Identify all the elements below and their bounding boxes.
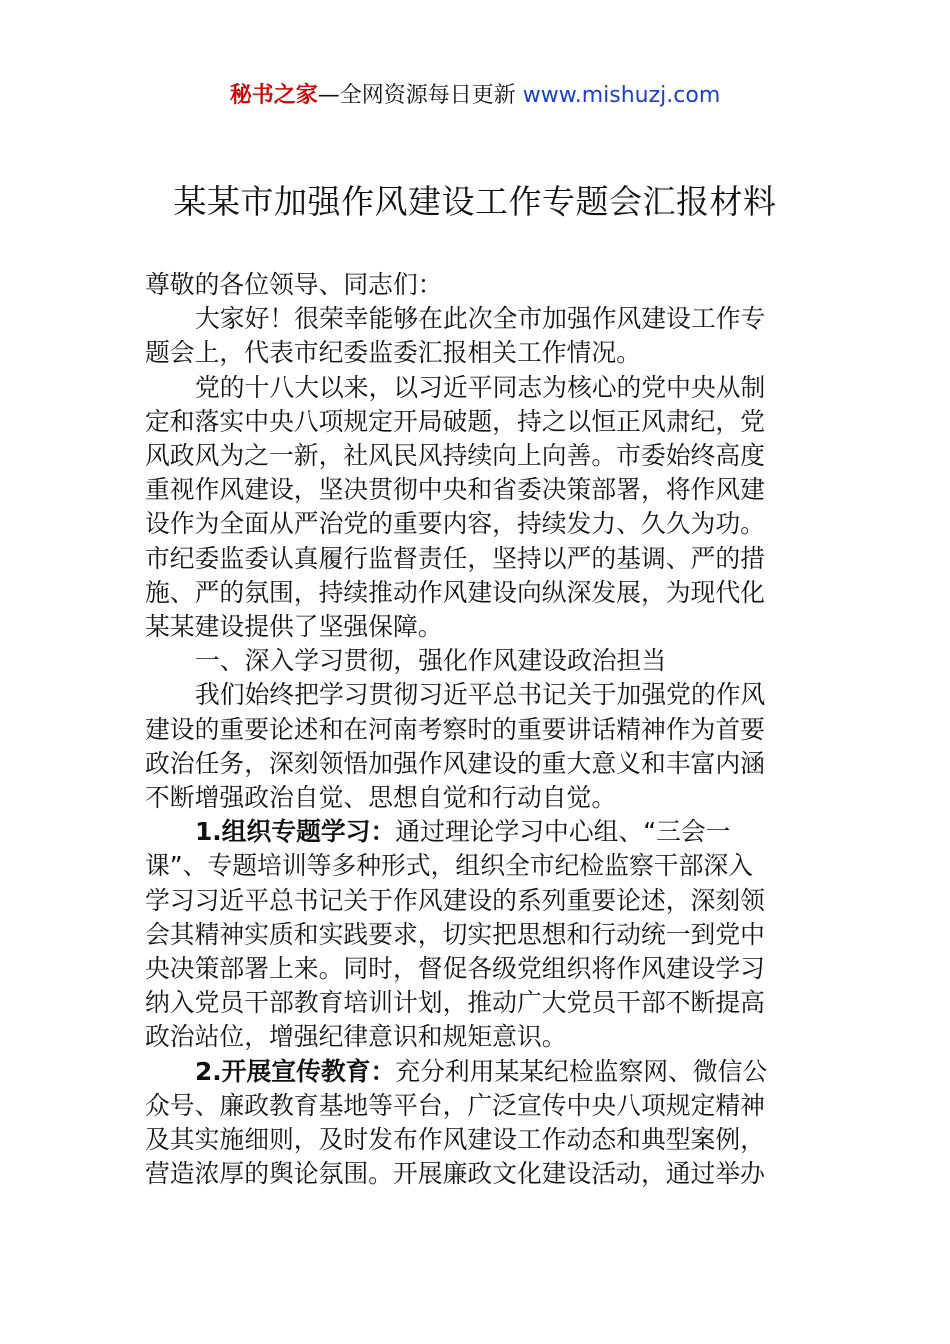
body-line <box>145 1123 810 1157</box>
body-line-text: 央决策部署上来。同时，督促各级党组织将作风建设学习 <box>145 954 765 984</box>
body-line-text: 充分利用某某纪检监察网、微信公 <box>395 1056 768 1086</box>
site-header <box>0 80 950 112</box>
body-line-text: 政治站位，增强纪律意识和规矩意识。 <box>145 1022 567 1052</box>
body-line-text: 通过理论学习中心组、“三会一 <box>395 817 731 847</box>
body-line <box>145 473 810 507</box>
body-line-text: 大家好！很荣幸能够在此次全市加强作风建设工作专 <box>195 304 766 334</box>
body-line-text: 课”、专题培训等多种形式，组织全市纪检监察干部深入 <box>145 851 753 881</box>
site-tagline: —全网资源每日更新 <box>317 83 523 108</box>
body-line <box>145 405 810 439</box>
body-line <box>145 849 810 883</box>
body-line <box>145 952 810 986</box>
body-line-text: 尊敬的各位领导、同志们： <box>145 270 443 299</box>
body-line-text: 建设的重要论述和在河南考察时的重要讲话精神作为首要 <box>145 714 765 744</box>
body-line <box>145 644 810 678</box>
body-line <box>145 371 810 405</box>
body-line <box>145 610 810 644</box>
body-line-text: 党的十八大以来，以习近平同志为核心的党中央从制 <box>195 372 766 402</box>
item-heading: 2.开展宣传教育： <box>195 1056 396 1086</box>
body-line-text: 某某建设提供了坚强保障。 <box>145 612 443 642</box>
body-line-text: 及其实施细则，及时发布作风建设工作动态和典型案例， <box>145 1125 765 1155</box>
body-line <box>145 439 810 473</box>
body-line <box>145 1089 810 1123</box>
body-line <box>145 507 810 541</box>
body-line <box>145 576 810 610</box>
body-line <box>145 268 810 302</box>
body-line-text: 一、深入学习贯彻，强化作风建设政治担当 <box>195 646 667 676</box>
body-line <box>145 986 810 1020</box>
body-line-text: 施、严的氛围，持续推动作风建设向纵深发展，为现代化 <box>145 577 765 607</box>
site-brand: 秘书之家 <box>229 83 318 108</box>
body-line <box>145 781 810 815</box>
body-line-text: 风政风为之一新，社风民风持续向上向善。市委始终高度 <box>145 441 765 471</box>
body-line <box>145 815 810 849</box>
body-line-text: 设作为全面从严治党的重要内容，持续发力、久久为功。 <box>145 509 765 539</box>
body-line <box>145 1020 810 1054</box>
body-line <box>145 747 810 781</box>
body-line-text: 学习习近平总书记关于作风建设的系列重要论述，深刻领 <box>145 885 765 915</box>
body-line <box>145 713 810 747</box>
body-line-text: 不断增强政治自觉、思想自觉和行动自觉。 <box>145 783 617 813</box>
item-heading: 1.组织专题学习： <box>195 817 396 847</box>
body-line <box>145 542 810 576</box>
body-line <box>145 678 810 712</box>
body-line <box>145 336 810 370</box>
document-body <box>145 268 810 1191</box>
site-url-link[interactable]: www.mishuzj.com <box>522 83 721 108</box>
body-line <box>145 302 810 336</box>
body-line-text: 政治任务，深刻领悟加强作风建设的重大意义和丰富内涵 <box>145 748 765 778</box>
body-line <box>145 1157 810 1191</box>
body-line <box>145 884 810 918</box>
body-line-text: 市纪委监委认真履行监督责任，坚持以严的基调、严的措 <box>145 543 765 573</box>
body-line-text: 定和落实中央八项规定开局破题，持之以恒正风肃纪，党 <box>145 406 765 436</box>
body-line-text: 营造浓厚的舆论氛围。开展廉政文化建设活动，通过举办 <box>145 1159 765 1189</box>
body-line-text: 纳入党员干部教育培训计划，推动广大党员干部不断提高 <box>145 988 765 1018</box>
body-line <box>145 1055 810 1089</box>
body-line-text: 重视作风建设，坚决贯彻中央和省委决策部署，将作风建 <box>145 475 765 505</box>
body-line-text: 会其精神实质和实践要求，切实把思想和行动统一到党中 <box>145 919 765 949</box>
body-line-text: 我们始终把学习贯彻习近平总书记关于加强党的作风 <box>195 680 766 710</box>
body-line <box>145 918 810 952</box>
document-title: 某某市加强作风建设工作专题会汇报材料 <box>173 182 777 221</box>
body-line-text: 众号、廉政教育基地等平台，广泛宣传中央八项规定精神 <box>145 1090 765 1120</box>
body-line-text: 题会上，代表市纪委监委汇报相关工作情况。 <box>145 338 641 368</box>
